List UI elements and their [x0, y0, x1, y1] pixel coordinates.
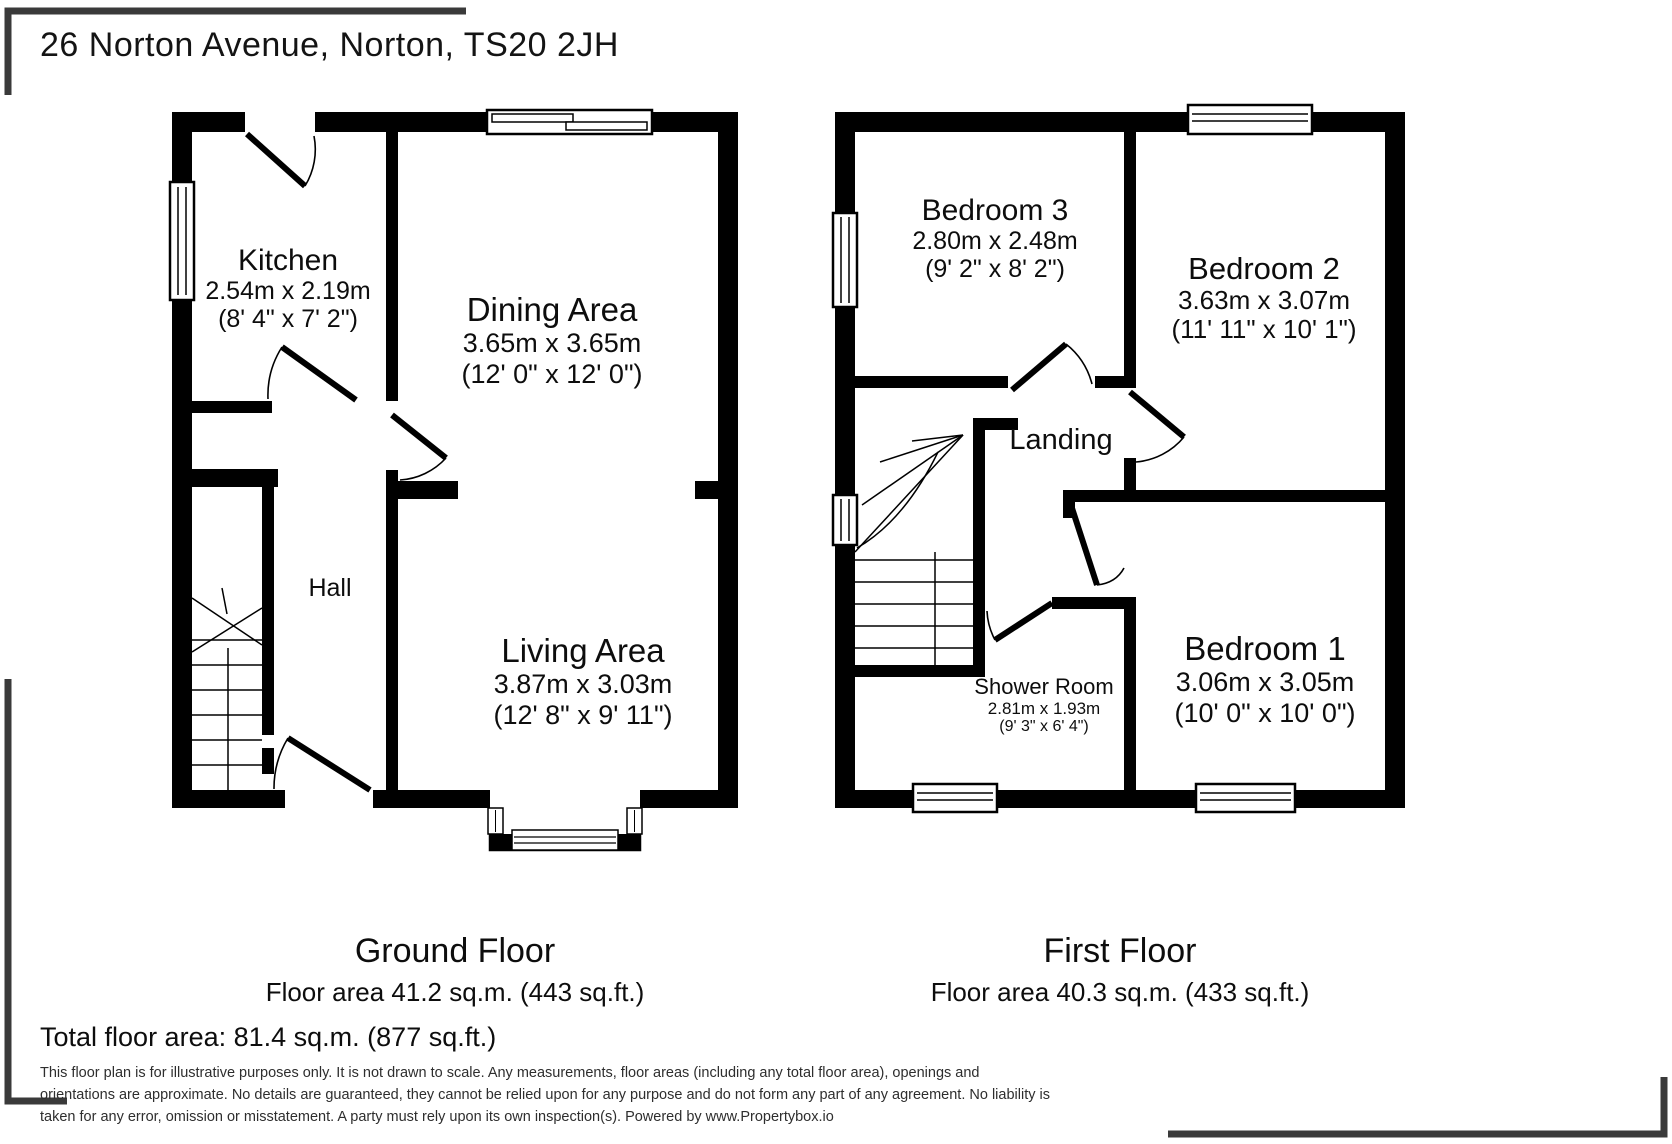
bedroom3-window: [833, 213, 857, 307]
room-name: Bedroom 2: [1188, 251, 1340, 286]
shower-room-window: [913, 784, 997, 812]
hall-dining-door: [392, 415, 446, 480]
bedroom2-label: [1172, 252, 1357, 344]
room-dim-metric: 2.54m x 2.19m: [205, 277, 371, 305]
room-name: Kitchen: [237, 244, 339, 277]
room-dim-metric: 2.81m x 1.93m: [987, 699, 1101, 719]
room-dim-metric: 3.87m x 3.03m: [493, 669, 673, 700]
bedroom1-door: [1070, 502, 1124, 585]
room-dim-metric: 3.63m x 3.07m: [1178, 285, 1350, 316]
bedroom1-label: [1174, 631, 1355, 728]
first-stairs: [855, 435, 973, 665]
living-area-label: [493, 633, 672, 730]
room-dim-imperial: (10' 0" x 10' 0"): [1174, 697, 1356, 728]
first-floor-caption: [931, 932, 1310, 1008]
dining-area-label: [461, 292, 642, 389]
disclaimer-line-2: orientations are approximate. No details are guaranteed, they cannot be relied upon for any purpose and do not form any part of any agreement. No liability is: [40, 1087, 1050, 1103]
floor-area: Floor area 40.3 sq.m. (433 sq.ft.): [930, 977, 1310, 1007]
room-name: Bedroom 1: [1184, 630, 1346, 667]
room-dim-metric: 3.65m x 3.65m: [462, 328, 642, 359]
front-door: [274, 738, 370, 790]
bedroom2-door: [1130, 392, 1184, 462]
room-name: Dining Area: [466, 291, 638, 328]
disclaimer-line-3: taken for any error, omission or misstatement. A party must rely upon its own inspection(s). Powered by www.Propertybox.io: [40, 1109, 834, 1125]
room-dim-imperial: (8' 4" x 7' 2"): [218, 305, 358, 333]
ground-floor-caption: [266, 932, 645, 1008]
room-dim-imperial: (12' 8" x 9' 11"): [493, 699, 673, 730]
bedroom3-label: [912, 194, 1077, 283]
landing-label: [1009, 425, 1112, 457]
disclaimer-line-1: This floor plan is for illustrative purposes only. It is not drawn to scale. Any measurements, floor areas (including any total floor area), openings and: [40, 1065, 980, 1081]
room-name: Landing: [1009, 424, 1113, 456]
bedroom1-window: [1196, 784, 1295, 812]
ground-stairs: [192, 588, 262, 790]
kitchen-top-door: [247, 134, 315, 186]
room-dim-metric: 2.80m x 2.48m: [912, 227, 1078, 255]
room-dim-metric: 3.06m x 3.05m: [1175, 667, 1355, 698]
bedroom2-window: [1188, 105, 1312, 134]
page-title: 26 Norton Avenue, Norton, TS20 2JH: [40, 26, 619, 64]
ground-floor-plan: [170, 110, 738, 850]
kitchen-window: [170, 182, 194, 300]
room-dim-imperial: (12' 0" x 12' 0"): [461, 358, 643, 389]
floor-area: Floor area 41.2 sq.m. (443 sq.ft.): [265, 977, 645, 1007]
stairwell-window: [833, 495, 857, 545]
shower-room-door: [987, 603, 1052, 640]
kitchen-label: [205, 244, 370, 333]
floor-title: Ground Floor: [354, 932, 556, 970]
dining-window: [487, 110, 652, 134]
bedroom3-door: [1012, 344, 1092, 390]
room-name: Living Area: [501, 632, 665, 669]
floor-title: First Floor: [1043, 932, 1197, 970]
hall-label: [308, 575, 351, 603]
bay-window: [488, 808, 642, 850]
room-name: Hall: [308, 574, 352, 602]
kitchen-hall-door: [268, 347, 356, 400]
room-dim-imperial: (9' 3" x 6' 4"): [999, 718, 1089, 736]
room-name: Shower Room: [974, 674, 1114, 699]
room-dim-imperial: (11' 11" x 10' 1"): [1171, 314, 1357, 345]
disclaimer-text: [40, 1062, 1050, 1128]
shower-room-label: [974, 675, 1113, 736]
total-floor-area: Total floor area: 81.4 sq.m. (877 sq.ft.): [40, 1022, 497, 1052]
room-name: Bedroom 3: [921, 194, 1069, 227]
room-dim-imperial: (9' 2" x 8' 2"): [925, 255, 1065, 283]
